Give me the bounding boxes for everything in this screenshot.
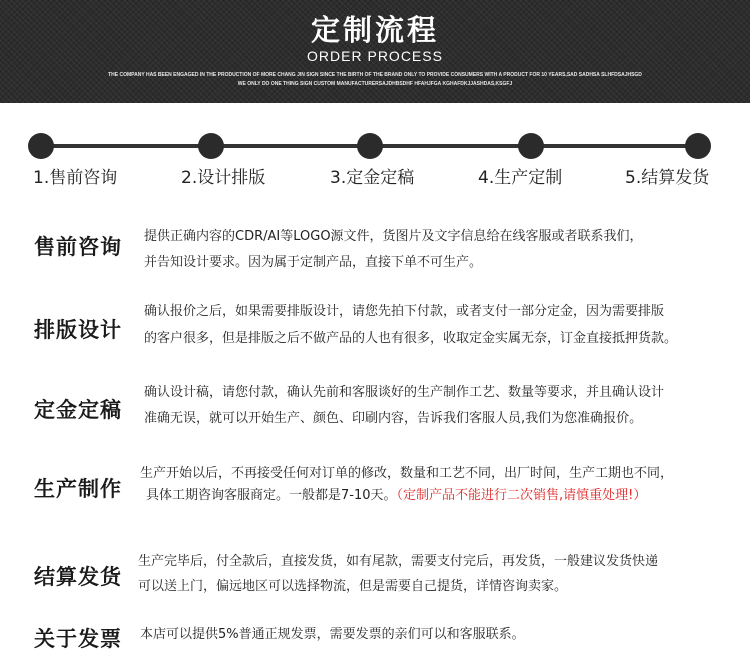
section-heading: 售前咨询 <box>34 235 122 259</box>
page-subtitle: ORDER PROCESS <box>307 48 443 64</box>
page-title: 定制流程 <box>310 13 439 47</box>
step-label-3: 3.定金定稿 <box>330 168 415 188</box>
section-text-line-2: 可以送上门，偏远地区可以选择物流，但是需要自己提货，详情咨询卖家。 <box>138 579 568 594</box>
section-text-line-2: 准确无误，就可以开始生产、颜色、印刷内容，告诉我们客服人员,我们为您准确报价。 <box>144 411 643 426</box>
step-dot-5 <box>685 133 711 159</box>
step-label-5: 5.结算发货 <box>625 168 710 188</box>
production-time-text: 具体工期咨询客服商定。一般都是7-10天。 <box>146 488 397 503</box>
section-text-line-1: 生产完毕后，付全款后，直接发货，如有尾款，需要支付完后，再发货，一般建议发货快递 <box>138 554 659 569</box>
step-dot-2 <box>198 133 224 159</box>
header-banner <box>0 0 750 103</box>
step-dot-4 <box>518 133 544 159</box>
step-dot-3 <box>357 133 383 159</box>
banner-fine-print-1: THE COMPANY HAS BEEN ENGAGED IN THE PRODUCTION OF MORE CHANG JIN SIGN SINCE THE BIRTH OF THE BRAND ONLY TO PROVIDE CONSUMERS WITH A PRODUCT FOR 10 YEARS,SAD SADHSA SLHFDSAJHSGD <box>108 72 642 78</box>
section-heading: 定金定稿 <box>34 398 122 422</box>
step-label-1: 1.售前咨询 <box>33 168 118 188</box>
section-heading: 结算发货 <box>34 565 122 589</box>
section-heading: 生产制作 <box>34 477 122 501</box>
section-text-line-1: 提供正确内容的CDR/AI等LOGO源文件，货图片及文字信息给在线客服或者联系我们， <box>144 229 643 244</box>
section-text-line-2: 的客户很多，但是排版之后不做产品的人也有很多，收取定金实属无奈，订金直接抵押货款。 <box>144 331 678 346</box>
section-text-line-2 <box>146 482 646 510</box>
section-text-line-1: 确认设计稿，请您付款，确认先前和客服谈好的生产制作工艺、数量等要求，并且确认设计 <box>144 385 665 400</box>
section-text-line-1: 本店可以提供5%普通正规发票，需要发票的亲们可以和客服联系。 <box>140 627 525 642</box>
section-text-line-1: 确认报价之后，如果需要排版设计，请您先拍下付款，或者支付一部分定金，因为需要排版 <box>144 304 665 319</box>
step-label-4: 4.生产定制 <box>478 168 563 188</box>
section-heading: 排版设计 <box>34 318 122 342</box>
section-text-line-2: 并告知设计要求。因为属于定制产品，直接下单不可生产。 <box>144 255 483 270</box>
step-label-2: 2.设计排版 <box>181 168 266 188</box>
banner-fine-print-2: WE ONLY DO ONE THING SIGN CUSTOM MANUFACTURERSAJDHBSDHF HFAHJFGA KGHAFDKJJASHDAS,KSGFJ <box>237 81 513 87</box>
section-text-line-1: 生产开始以后，不再接受任何对订单的修改，数量和工艺不同，出厂时间，生产工期也不同， <box>140 466 674 481</box>
step-dot-1 <box>28 133 54 159</box>
section-heading: 关于发票 <box>34 627 122 651</box>
warning-text: （定制产品不能进行二次销售,请慎重处理!） <box>396 488 647 503</box>
